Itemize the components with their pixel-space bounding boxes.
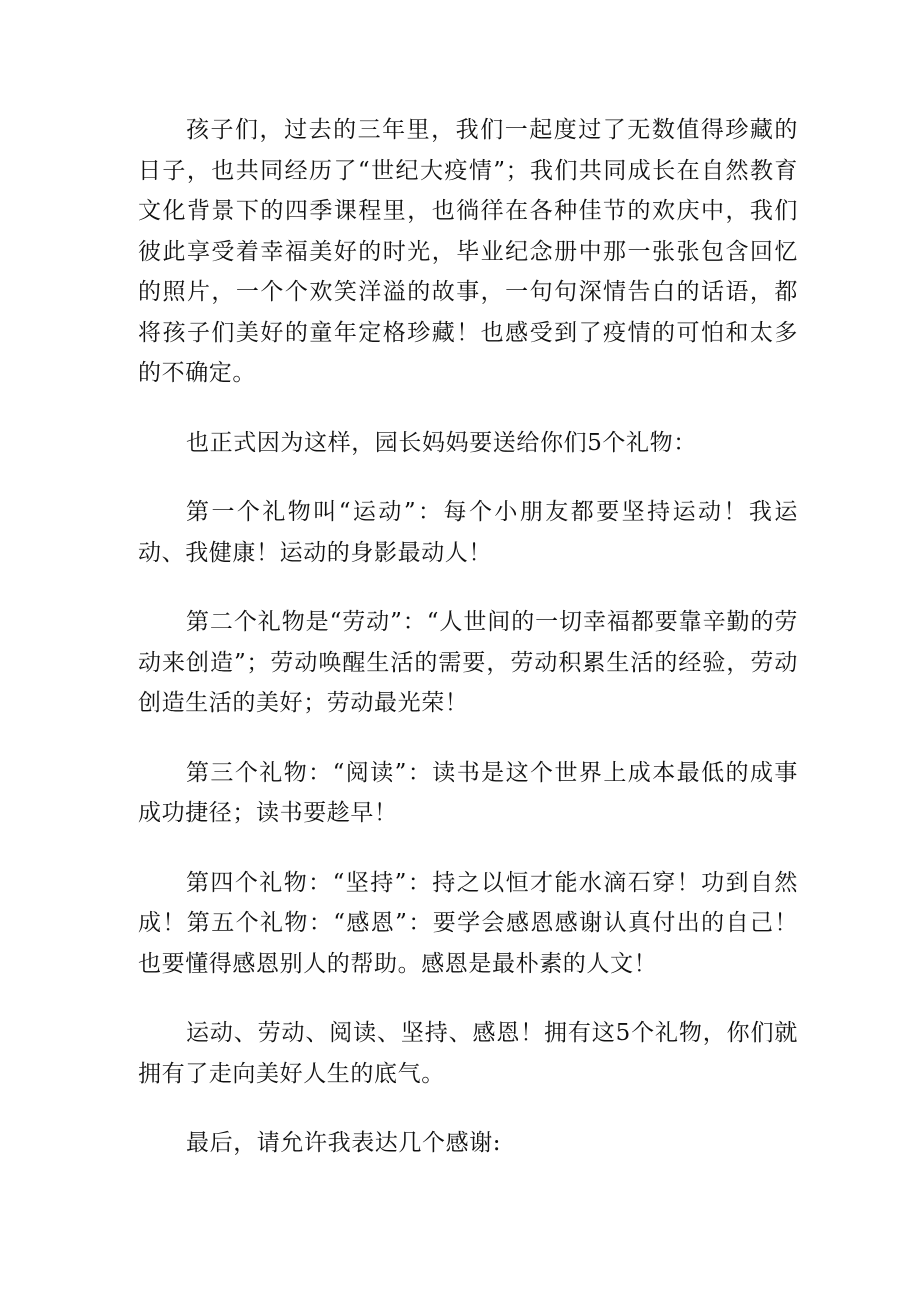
paragraph-2: 也正式因为这样，园长妈妈要送给你们5个礼物： — [186, 429, 697, 456]
paragraph-8: 最后，请允许我表达几个感谢: — [186, 1130, 502, 1156]
paragraph-5: 第三个礼物：“阅读”：读书是这个世界上成本最低的成事成功捷径；读书要趁早！ — [138, 759, 798, 826]
paragraph-7: 运动、劳动、阅读、坚持、感恩！拥有这5个礼物，你们就拥有了走向美好人生的底气。 — [138, 1020, 798, 1087]
document-body — [138, 110, 798, 1164]
paragraph-1: 孩子们，过去的三年里，我们一起度过了无数值得珍藏的日子，也共同经历了“世纪大疫情”；我们共同成长在自然教育文化背景下的四季课程里，也徜徉在各种佳节的欢庆中，我们彼此享受着幸福美好的时光，毕业纪念册中那一张张包含回忆的照片，一个个欢笑洋溢的故事，一句句深情告白的话语，都将孩子们美好的童年定格珍藏！也感受到了疫情的可怕和太多的不确定。 — [138, 117, 798, 386]
paragraph-3: 第一个礼物叫“运动”：每个小朋友都要坚持运动！我运动、我健康！运动的身影最动人！ — [138, 499, 798, 566]
paragraph-6: 第四个礼物：“坚持”：持之以恒才能水滴石穿！功到自然成！第五个礼物：“感恩”：要学会感恩感谢认真付出的自己！也要懂得感恩别人的帮助。感恩是最朴素的人文！ — [138, 869, 798, 977]
paragraph-4: 第二个礼物是“劳动”：“人世间的一切幸福都要靠辛勤的劳动来创造”；劳动唤醒生活的需要，劳动积累生活的经验，劳动创造生活的美好；劳动最光荣！ — [138, 609, 798, 716]
